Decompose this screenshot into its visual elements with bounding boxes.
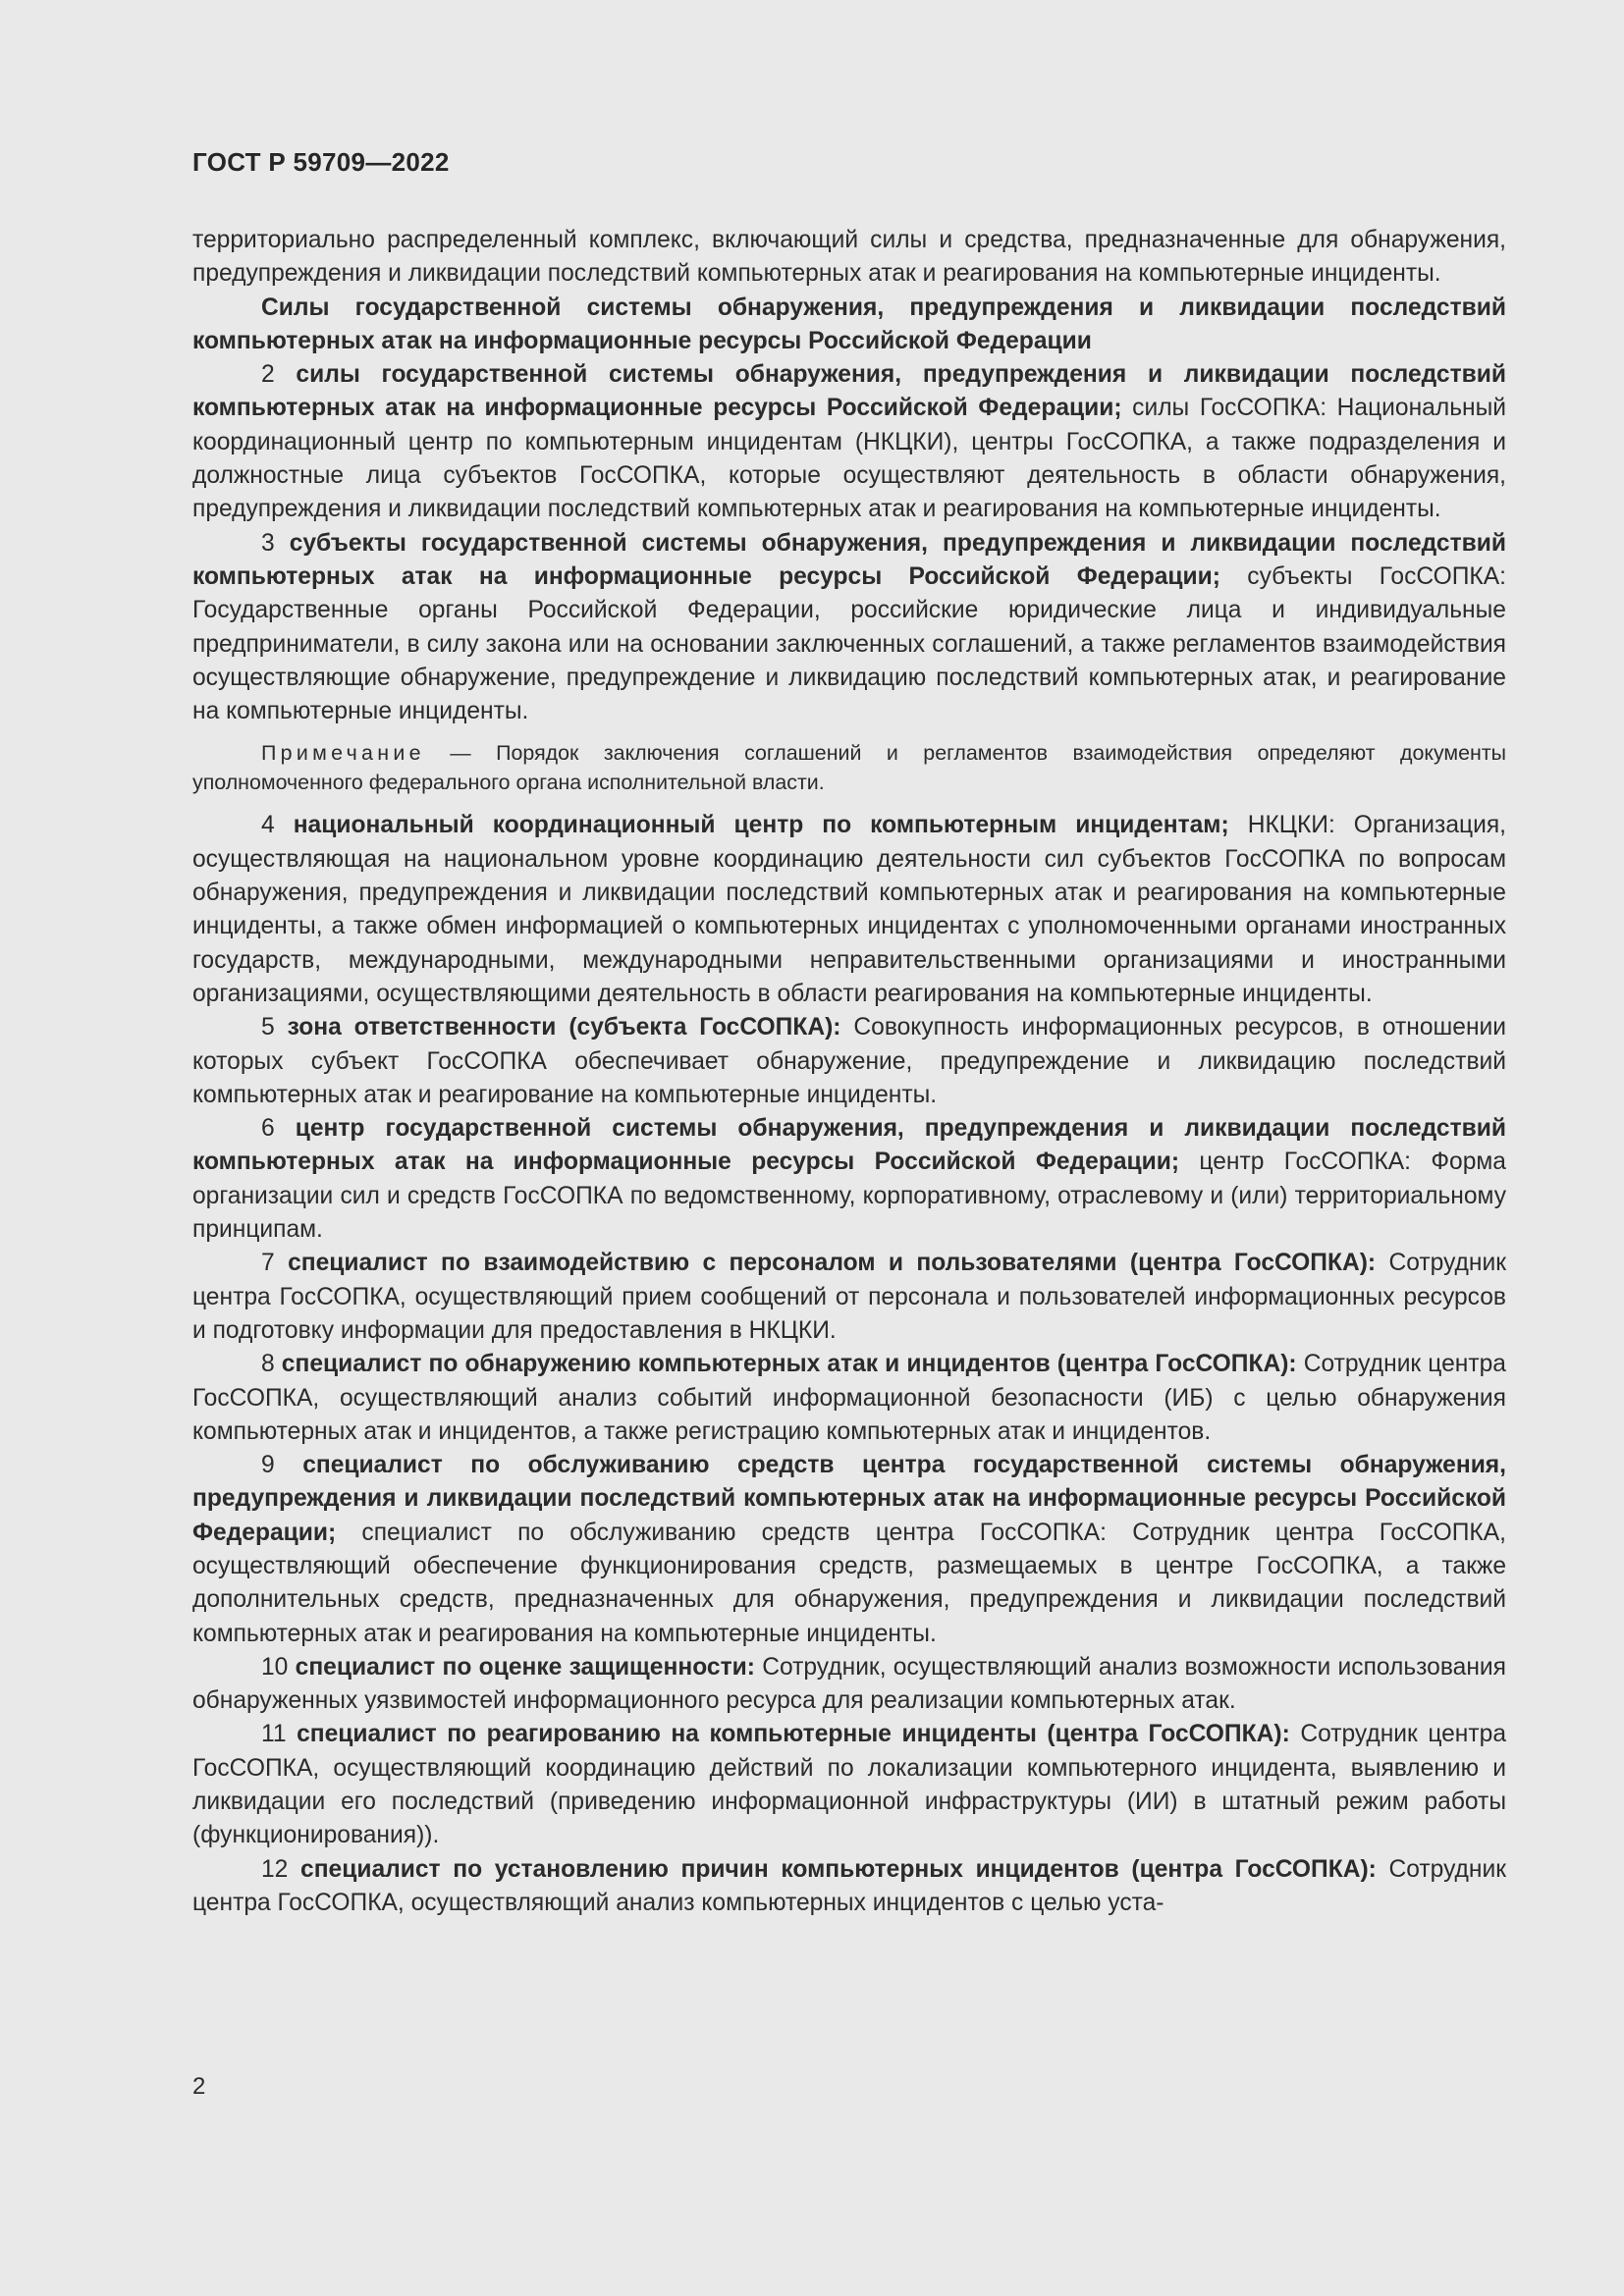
term-name: субъекты государственной системы обнаружения, предупреждения и ликвидации последствий компьютерных атак на информационные ресурсы Российской Федерации; [192,529,1506,590]
term-entry-9 [192,1449,1506,1651]
term-number: 10 [261,1653,289,1681]
term-definition: специалист по обслуживанию средств центра ГосСОПКА: Сотрудник центра ГосСОПКА, осуществляющий обеспечение функционирования средств, размещаемых в центре ГосСОПКА, а также дополнительных средств, предназначенных для обнаружения, предупреждения и ликвидации последствий компьютерных атак и реагирования на компьютерные инциденты. [192,1519,1506,1647]
term-name: специалист по обслуживанию средств центра государственной системы обнаружения, предупреждения и ликвидации последствий компьютерных атак на информационные ресурсы Российской Федерации; [192,1452,1506,1546]
intro-continuation: территориально распределенный комплекс, включающий силы и средства, предназначенные для обнаружения, предупреждения и ликвидации последствий компьютерных атак и реагирования на компьютерные инциденты. [192,227,1506,288]
term-entry-3 [192,527,1506,729]
term-definition: субъекты ГосСОПКА: Государственные органы Российской Федерации, российские юридические лица и индивидуальные предприниматели, в силу закона или на основании заключенных соглашений, а также регламентов взаимодействия осуществляющие обнаружение, предупреждение и ликвидацию последствий компьютерных атак, и реагирование на компьютерные инциденты. [192,562,1506,725]
term-entry-8 [192,1348,1506,1449]
term-name: специалист по взаимодействию с персоналом и пользователями (центра ГосСОПКА): [288,1250,1377,1277]
note-label: Примечание [261,741,425,766]
term-definition: Сотрудник центра ГосСОПКА, осуществляющий анализ событий информационной безопасности (ИБ) с целью обнаружения компьютерных атак и инцидентов, а также регистрацию компьютерных атак и инцидентов. [192,1351,1506,1445]
term-entry-12 [192,1853,1506,1921]
term-name: специалист по установлению причин компьютерных инцидентов (центра ГосСОПКА): [300,1855,1377,1883]
term-definition: НКЦКИ: Организация, осуществляющая на национальном уровне координацию деятельности сил субъектов ГосСОПКА по вопросам обнаружения, предупреждения и ликвидации последствий компьютерных атак и реагирования на компьютерные инциденты, а также обмен информацией о компьютерных инцидентах с уполномоченными органами иностранных государств, международными, международными неправительственными организациями и иностранными организациями, осуществляющими деятельность в области реагирования на компьютерные инциденты. [192,812,1506,1007]
term-definition: силы ГосСОПКА: Национальный координационный центр по компьютерным инцидентам (НКЦКИ), центры ГосСОПКА, а также подразделения и должностные лица субъектов ГосСОПКА, которые осуществляют деятельность в области обнаружения, предупреждения и ликвидации последствий компьютерных атак и реагирования на компьютерные инциденты. [192,395,1507,523]
term-definition: Совокупность информационных ресурсов, в отношении которых субъект ГосСОПКА обеспечивает обнаружение, предупреждение и ликвидацию последствий компьютерных атак и реагирование на компьютерные инциденты. [192,1014,1506,1108]
term-name: силы государственной системы обнаружения, предупреждения и ликвидации последствий компьютерных атак на информационные ресурсы Российской Федерации; [192,361,1506,422]
term-name: национальный координационный центр по компьютерным инцидентам; [293,812,1229,839]
term-entry-6 [192,1112,1506,1247]
term-definition: Сотрудник центра ГосСОПКА, осуществляющий координацию действий по локализации компьютерного инцидента, выявлению и ликвидации его последствий (приведению информационной инфраструктуры (ИИ) в штатный режим работы (функционирования)). [192,1721,1507,1849]
document-header: ГОСТ Р 59709—2022 [192,147,450,177]
term-entry-7 [192,1247,1506,1348]
note-text: — Порядок заключения соглашений и регламентов взаимодействия определяют документы уполномоченного федерального органа исполнительной власти. [192,741,1506,795]
term-name: центр государственной системы обнаружения, предупреждения и ликвидации последствий компьютерных атак на информационные ресурсы Российской Федерации; [192,1115,1506,1176]
term-number: 2 [261,361,275,389]
section-heading: Силы государственной системы обнаружения, предупреждения и ликвидации последствий компьютерных атак на информационные ресурсы Российской Федерации [192,294,1506,354]
term-number: 7 [261,1250,275,1277]
term-name: специалист по оценке защищенности: [295,1653,755,1681]
term-number: 3 [261,529,275,557]
term-number: 11 [261,1721,287,1748]
term-number: 5 [261,1014,275,1041]
term-definition: Сотрудник, осуществляющий анализ возможности использования обнаруженных уязвимостей информационного ресурса для реализации компьютерных атак. [192,1653,1506,1715]
term-entry-11 [192,1718,1506,1852]
term-definition: центр ГосСОПКА: Форма организации сил и средств ГосСОПКА по ведомственному, корпоративному, отраслевому и (или) территориальному принципам. [192,1148,1506,1244]
term-definition: Сотрудник центра ГосСОПКА, осуществляющий анализ компьютерных инцидентов с целью уста- [192,1855,1506,1916]
term-name: специалист по обнаружению компьютерных атак и инцидентов (центра ГосСОПКА): [281,1351,1297,1378]
term-entry-10 [192,1651,1506,1719]
document-body [192,224,1506,1920]
term-number: 4 [261,812,275,839]
term-number: 8 [261,1351,275,1378]
term-entry-5 [192,1011,1506,1112]
page-number: 2 [192,2073,206,2100]
term-number: 6 [261,1115,275,1143]
term-number: 12 [261,1855,289,1883]
term-definition: Сотрудник центра ГосСОПКА, осуществляющий прием сообщений от персонала и пользователей информационных ресурсов и подготовку информации для предоставления в НКЦКИ. [192,1250,1506,1344]
term-entry-2 [192,358,1506,526]
term-number: 9 [261,1452,275,1479]
term-name: зона ответственности (субъекта ГосСОПКА): [287,1014,841,1041]
note [192,738,1506,797]
term-name: специалист по реагированию на компьютерные инциденты (центра ГосСОПКА): [297,1721,1290,1748]
term-entry-4 [192,809,1506,1011]
